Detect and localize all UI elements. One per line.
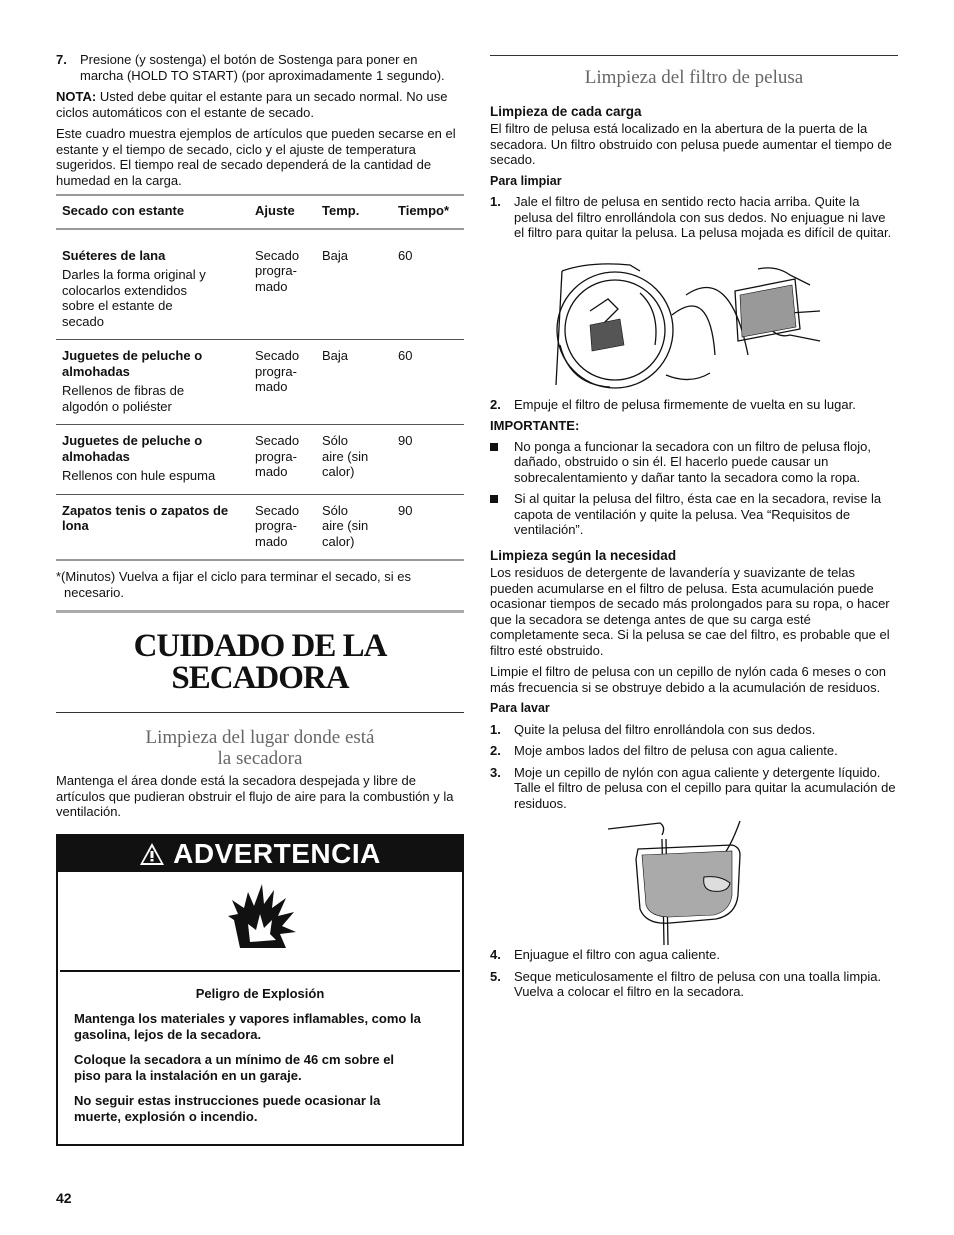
ajuste-cell: Secado progra-mado	[249, 494, 316, 560]
bullet-item	[490, 439, 898, 486]
section-divider	[56, 610, 464, 613]
step-number: 7.	[56, 52, 67, 67]
dryer-filter-illustration	[490, 255, 898, 395]
tiempo-cell: 90	[392, 494, 464, 560]
nota-label: NOTA:	[56, 89, 97, 104]
step-number: 1.	[490, 194, 501, 209]
main-title-line: CUIDADO DE LA	[133, 628, 387, 664]
temp-cell: Baja	[316, 340, 392, 425]
minor-heading: Para limpiar	[490, 173, 562, 188]
nota-text: Usted debe quitar el estante para un secado normal. No use ciclos automáticos con el estante de secado.	[56, 89, 448, 120]
right-column	[490, 52, 898, 1006]
paragraph: Los residuos de detergente de lavandería y suavizante de telas pueden acumularse en el filtro de pelusa. Esta acumulación puede ocasionar tiempos de secado más prolongados para su ropa, o hacer que la secadora se detenga antes de que su carga esté completamente seca. Si la pelusa se cae del filtro, es probable que el filtro esté obstruido.	[490, 565, 890, 658]
subsection-heading: Limpieza de cada carga	[490, 103, 642, 119]
warning-hazard: Peligro de Explosión	[195, 985, 325, 1001]
warning-header	[58, 836, 462, 872]
wash-step	[490, 743, 898, 759]
filter-removal-illustration	[490, 247, 898, 397]
item-name: Suéteres de lana	[62, 247, 166, 263]
section-divider	[490, 55, 898, 56]
step-text: Empuje el filtro de pelusa firmemente de vuelta en su lugar.	[514, 396, 856, 412]
table-row	[56, 340, 464, 425]
temp-cell: Sólo aire (sin calor)	[316, 494, 392, 560]
item-name: Zapatos tenis o zapatos de lona	[62, 502, 229, 533]
wash-step	[490, 765, 898, 812]
warning-symbol-area	[60, 872, 460, 972]
table-footnote: *(Minutos) Vuelva a fijar el ciclo para terminar el secado, si es necesario.	[56, 569, 411, 600]
col-header: Temp.	[316, 195, 392, 229]
page-number: 42	[56, 1190, 72, 1206]
item-cell	[56, 425, 249, 495]
table-header-row	[56, 195, 464, 229]
col-header: Secado con estante	[56, 195, 249, 229]
step-text: Enjuague el filtro con agua caliente.	[514, 947, 720, 962]
main-title	[56, 630, 464, 694]
wash-step	[490, 947, 898, 963]
temp-cell: Baja	[316, 229, 392, 340]
item-desc: Rellenos de fibras de algodón o poliéster	[62, 383, 185, 414]
paragraph: El filtro de pelusa está localizado en la abertura de la puerta de la secadora. Un filtro obstruido con pelusa puede aumentar el tiempo de secado.	[490, 121, 892, 167]
filter-brush-illustration	[490, 819, 898, 945]
warning-line: Coloque la secadora a un mínimo de 46 cm sobre el piso para la instalación en un garaje.	[74, 1051, 395, 1083]
warning-title: ADVERTENCIA	[173, 837, 381, 869]
bullet-text: Si al quitar la pelusa del filtro, ésta cae en la secadora, revise la capota de ventilación y quite la pelusa. Vea “Requisitos de ventilación”.	[514, 491, 882, 537]
drying-rack-table	[56, 194, 464, 561]
paragraph: Limpie el filtro de pelusa con un cepillo de nylón cada 6 meses o con más frecuencia si se obstruye debido a la acumulación de residuos.	[490, 664, 887, 695]
main-title-line: SECADORA	[171, 660, 349, 696]
step-7	[56, 52, 464, 83]
step-2	[490, 397, 898, 413]
warning-box	[56, 834, 464, 1146]
table-row	[56, 229, 464, 340]
warning-line: Mantenga los materiales y vapores inflamables, como la gasolina, lejos de la secadora.	[74, 1010, 421, 1042]
ajuste-cell: Secado progra-mado	[249, 340, 316, 425]
step-text: Quite la pelusa del filtro enrollándola con sus dedos.	[514, 721, 816, 737]
item-cell	[56, 229, 249, 340]
col-header: Ajuste	[249, 195, 316, 229]
table-intro: Este cuadro muestra ejemplos de artículos que pueden secarse en el estante y el tiempo de secado, ciclo y el ajuste de temperatura sugeridos. El tiempo real de secado dependerá de la cantidad de humedad en la carga.	[56, 126, 456, 188]
left-column	[56, 52, 464, 1146]
section-title: Limpieza del filtro de pelusa	[584, 67, 804, 88]
bullet-text: No ponga a funcionar la secadora con un filtro de pelusa flojo, dañado, obstruido o sin él. El hacerlo puede causar un sobrecalentamiento y dañar tanto la secadora como la ropa.	[514, 438, 872, 485]
item-name: Juguetes de peluche o almohadas	[62, 348, 203, 379]
wash-step	[490, 722, 898, 738]
wash-step	[490, 969, 898, 1000]
item-cell	[56, 340, 249, 425]
warning-line: No seguir estas instrucciones puede ocasionar la muerte, explosión o incendio.	[74, 1092, 381, 1124]
subsection-title-line: Limpieza del lugar donde está	[145, 727, 375, 748]
step-text: Jale el filtro de pelusa en sentido recto hacia arriba. Quite la pelusa del filtro enrollándola con sus dedos. No enjuague ni lave el filtro para quitar la pelusa. La pelusa mojada es difícil de quitar.	[514, 194, 892, 240]
item-desc: Rellenos con hule espuma	[62, 468, 216, 483]
bullet-item	[490, 491, 898, 538]
subsection-title	[56, 727, 464, 769]
explosion-icon	[228, 882, 298, 950]
ajuste-cell: Secado progra-mado	[249, 425, 316, 495]
step-1	[490, 194, 898, 241]
tiempo-cell: 90	[392, 425, 464, 495]
step-text: Seque meticulosamente el filtro de pelusa con una toalla limpia. Vuelva a colocar el filtro en la secadora.	[514, 968, 882, 999]
warning-body	[58, 972, 462, 1144]
temp-cell: Sólo aire (sin calor)	[316, 425, 392, 495]
step-number: 1.	[490, 721, 501, 737]
minor-heading: Para lavar	[490, 701, 550, 715]
table-row	[56, 494, 464, 560]
step-text: Moje un cepillo de nylón con agua caliente y detergente líquido. Talle el filtro de pelusa con el cepillo para quitar la acumulación de residuos.	[514, 764, 896, 811]
step-number: 4.	[490, 947, 501, 962]
bullet-square-icon	[490, 443, 498, 451]
table-row	[56, 425, 464, 495]
subsection-heading: Limpieza según la necesidad	[490, 547, 677, 563]
step-number: 2.	[490, 743, 501, 758]
step-text: Presione (y sostenga) el botón de Sostenga para poner en marcha (HOLD TO START) (por aproximadamente 1 segundo).	[80, 52, 445, 83]
col-header: Tiempo*	[392, 195, 464, 229]
step-text: Moje ambos lados del filtro de pelusa con agua caliente.	[514, 743, 838, 758]
important-label: IMPORTANTE:	[490, 418, 580, 433]
nota	[56, 89, 464, 120]
ajuste-cell: Secado progra-mado	[249, 229, 316, 340]
item-cell	[56, 494, 249, 560]
warning-triangle-icon	[139, 842, 165, 866]
bullet-square-icon	[490, 495, 498, 503]
step-number: 5.	[490, 968, 501, 984]
title-divider	[56, 712, 464, 713]
tiempo-cell: 60	[392, 340, 464, 425]
item-desc: Darles la forma original y colocarlos extendidos sobre el estante de secado	[62, 267, 206, 329]
step-number: 2.	[490, 396, 501, 412]
tiempo-cell: 60	[392, 229, 464, 340]
item-name: Juguetes de peluche o almohadas	[62, 433, 203, 464]
subsection-title-line: la secadora	[217, 748, 303, 769]
filter-washing-illustration	[490, 817, 898, 947]
step-number: 3.	[490, 764, 501, 780]
subsection-text: Mantenga el área donde está la secadora despejada y libre de artículos que pudieran obstruir el flujo de aire para la combustión y la ventilación.	[56, 773, 454, 819]
